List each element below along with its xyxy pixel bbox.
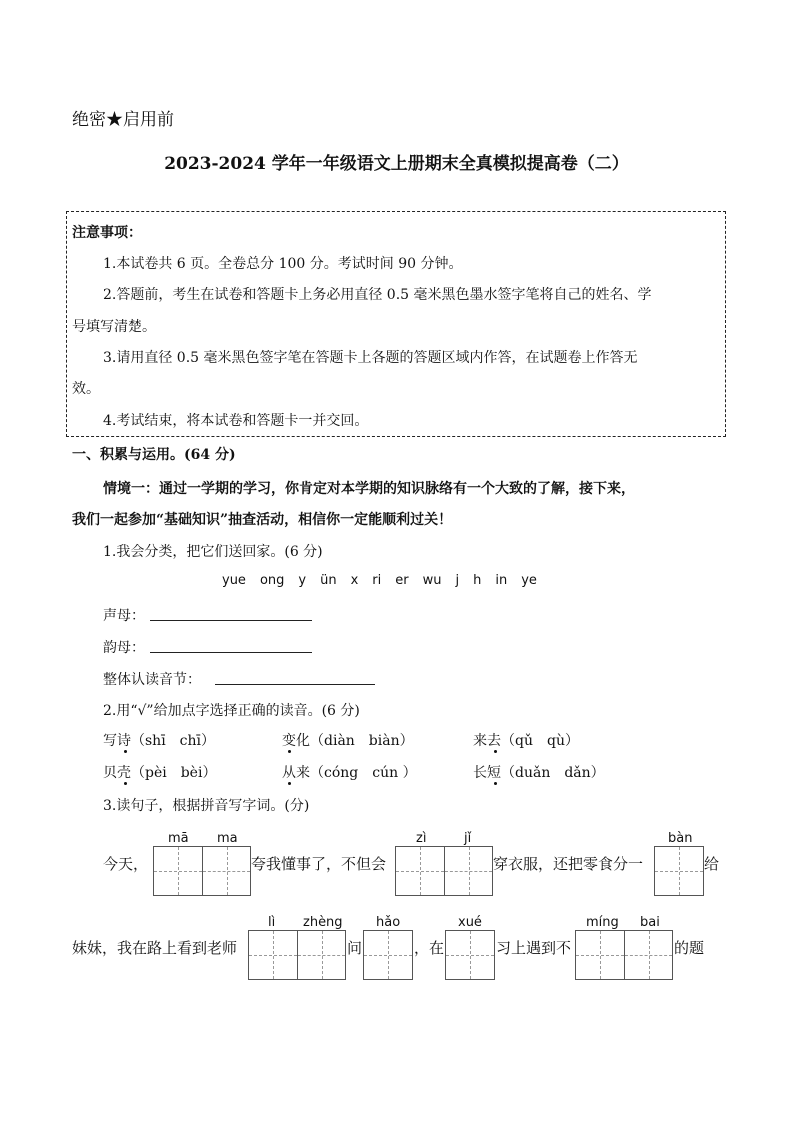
notice-item-4: 4.考试结束，将本试卷和答题卡一并交回。	[103, 413, 369, 429]
syllable: er	[395, 573, 409, 588]
shengmu-label: 声母：	[103, 608, 145, 624]
notice-item-2-line-1: 2.答题前，考生在试卷和答题卡上务必用直径 0.5 毫米黑色墨水签字笔将自己的姓名、学	[103, 287, 652, 303]
writing-grid[interactable]	[153, 846, 251, 896]
sentence-text: 问	[347, 939, 363, 957]
sentence-text: ，在	[414, 939, 445, 957]
writing-grid[interactable]	[395, 846, 493, 896]
syllable: x	[350, 573, 359, 588]
emphasis-dot	[494, 750, 497, 753]
syllable: wu	[422, 573, 442, 588]
syllable: j	[455, 573, 460, 588]
pinyin-label: ma	[217, 831, 238, 846]
choice-item[interactable]: 贝壳（pèi bèi）	[103, 765, 217, 781]
sentence-text: 今天，	[103, 855, 149, 873]
emphasis-dot	[124, 782, 127, 785]
syllable-list	[222, 573, 537, 588]
confidential-label: 绝密★启用前	[72, 110, 174, 130]
emphasis-dot	[288, 782, 291, 785]
section-heading: 一、积累与运用。(64 分)	[72, 447, 236, 463]
writing-grid[interactable]	[654, 846, 704, 896]
notice-heading: 注意事项：	[72, 225, 142, 241]
choice-item[interactable]: 长短（duǎn dǎn）	[473, 765, 605, 781]
syllable: yue	[222, 573, 246, 588]
notice-item-3-line-1: 3.请用直径 0.5 毫米黑色签字笔在答题卡上各题的答题区域内作答，在试题卷上作答无	[103, 350, 638, 366]
choice-item[interactable]: 写诗（shī chī）	[103, 733, 216, 749]
choice-item[interactable]: 从来（cóng cún ）	[282, 765, 417, 781]
sentence-text: 妹妹，我在路上看到老师	[72, 939, 238, 957]
pinyin-label: xué	[458, 915, 482, 930]
sentence-text: 给	[704, 855, 720, 873]
writing-grid[interactable]	[445, 930, 495, 980]
syllable: h	[473, 573, 482, 588]
yunmu-label: 韵母：	[103, 640, 145, 656]
sentence-text: 的题	[674, 939, 705, 957]
question-2-prompt: 2.用“√”给加点字选择正确的读音。(6 分)	[103, 703, 360, 719]
pinyin-label: lì	[268, 915, 276, 930]
pinyin-label: jǐ	[464, 831, 472, 846]
sentence-text: 习上遇到不	[496, 939, 572, 957]
syllable: ri	[372, 573, 382, 588]
question-3-prompt: 3.读句子，根据拼音写字词。(分)	[103, 798, 310, 814]
writing-grid[interactable]	[363, 930, 413, 980]
exam-title: 2023-2024 学年一年级语文上册期末全真模拟提高卷（二）	[164, 154, 629, 174]
notice-item-3-line-2: 效。	[72, 381, 100, 397]
sentence-text: 夸我懂事了，不但会	[251, 855, 387, 873]
syllable: ye	[521, 573, 537, 588]
writing-grid[interactable]	[575, 930, 673, 980]
emphasis-dot	[494, 782, 497, 785]
pinyin-label: hǎo	[376, 915, 401, 930]
syllable: y	[298, 573, 307, 588]
notice-box	[66, 211, 726, 437]
pinyin-label: mā	[168, 831, 189, 846]
pinyin-label: míng	[586, 915, 619, 930]
notice-item-2-line-2: 号填写清楚。	[72, 319, 156, 335]
notice-item-1: 1.本试卷共 6 页。全卷总分 100 分。考试时间 90 分钟。	[103, 256, 463, 272]
shengmu-answer-line[interactable]	[150, 620, 312, 621]
sentence-text: 穿衣服，还把零食分一	[493, 855, 644, 873]
context-line-1: 情境一：通过一学期的学习，你肯定对本学期的知识脉络有一个大致的了解，接下来，	[103, 481, 635, 497]
zhengti-label: 整体认读音节：	[103, 672, 201, 688]
choice-item[interactable]: 来去（qǔ qù）	[473, 733, 579, 749]
emphasis-dot	[288, 750, 291, 753]
context-line-2: 我们一起参加“基础知识”抽查活动，相信你一定能顺利过关！	[72, 512, 453, 528]
yunmu-answer-line[interactable]	[150, 652, 312, 653]
choice-item[interactable]: 变化（diàn biàn）	[282, 733, 414, 749]
syllable: in	[495, 573, 508, 588]
writing-grid[interactable]	[248, 930, 346, 980]
zhengti-answer-line[interactable]	[215, 684, 375, 685]
pinyin-label: zhèng	[303, 915, 343, 930]
syllable: ong	[259, 573, 285, 588]
emphasis-dot	[124, 750, 127, 753]
question-1-prompt: 1.我会分类，把它们送回家。(6 分)	[103, 544, 323, 560]
pinyin-label: bai	[640, 915, 660, 930]
syllable: ün	[320, 573, 337, 588]
pinyin-label: bàn	[668, 831, 693, 846]
pinyin-label: zì	[416, 831, 427, 846]
